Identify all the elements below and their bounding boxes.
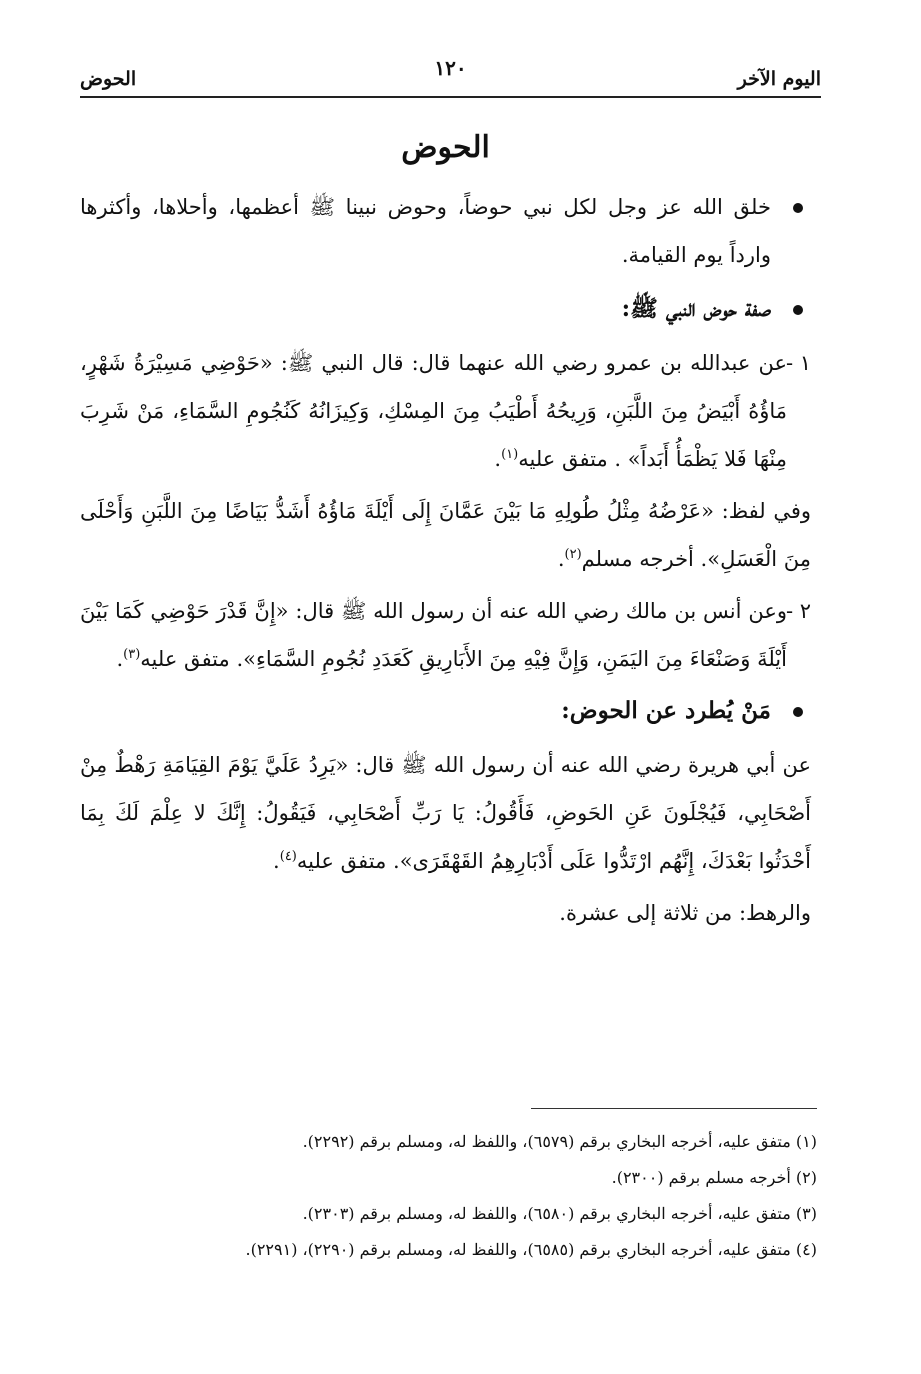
- hadith-item: ٢ - وعن أنس بن مالك رضي الله عنه أن رسول الله ﷺ قال: «إِنَّ قَدْرَ حَوْضِي كَمَا بَيْنَ أَيْلَةَ وَصَنْعَاءَ مِنَ اليَمَنِ، وَإِنَّ فِيْهِ مِنَ الأَبَارِيقِ كَعَدَدِ نُجُومِ السَّمَاءِ». متفق عليه$^{(٣)}$.: [80, 587, 811, 683]
- hadith-variant: وفي لفظ: «عَرْضُهُ مِثْلُ طُولِهِ مَا بَيْنَ عَمَّانَ إِلَى أَيْلَةَ مَاؤُهُ أَشَدُّ بَيَاضًا مِنَ اللَّبَنِ وَأَحْلَى مِنَ الْعَسَلِ». أخرجه مسلم$^{(٢)}$.: [80, 499, 811, 571]
- footnote-ref[interactable]: (٢): [564, 547, 582, 562]
- footnote-ref[interactable]: (١): [501, 447, 519, 462]
- footnote-rule: [531, 1108, 817, 1109]
- running-head-chapter: الحوض: [80, 68, 137, 90]
- item-number: ١ -: [785, 351, 811, 375]
- hadith-text: وعن أنس بن مالك رضي الله عنه أن رسول الله ﷺ قال: «إِنَّ قَدْرَ حَوْضِي كَمَا بَيْنَ أَيْلَةَ وَصَنْعَاءَ مِنَ اليَمَنِ، وَإِنَّ فِيْهِ مِنَ الأَبَارِيقِ كَعَدَدِ نُجُومِ السَّمَاءِ». متفق عليه: [80, 599, 787, 671]
- header-rule: [80, 96, 821, 98]
- page-title: الحوض: [401, 130, 490, 165]
- bullet-icon: [793, 707, 803, 717]
- page-number: ١٢٠: [434, 56, 467, 80]
- bullet-icon: [793, 203, 803, 213]
- footnote: (٢) أخرجه مسلم برقم (٢٣٠٠).: [611, 1168, 817, 1187]
- hadith-paragraph: عن أبي هريرة رضي الله عنه أن رسول الله ﷺ قال: «يَرِدُ عَلَيَّ يَوْمَ القِيَامَةِ رَهْطٌ مِنْ أَصْحَابِي، فَيُجْلَونَ عَنِ الحَوضِ، فَأَقُولُ: يَا رَبِّ أَصْحَابِي، فَيَقُولُ: إِنَّكَ لا عِلْمَ لَكَ بِمَا أَحْدَثُوا بَعْدَكَ، إِنَّهُم ارْتَدُّوا عَلَى أَدْبَارِهِمُ القَهْقَرَى». متفق عليه$^{(٤)}$.: [80, 753, 811, 873]
- footnote-ref[interactable]: (٤): [279, 849, 297, 864]
- page-body: [80, 130, 811, 941]
- page-header: [80, 56, 821, 96]
- footnote: (٣) متفق عليه، أخرجه البخاري برقم (٦٥٨٠)، واللفظ له، ومسلم برقم (٢٣٠٣).: [302, 1204, 817, 1223]
- section-heading-description: [80, 285, 811, 333]
- hadith-text: عن أبي هريرة رضي الله عنه أن رسول الله ﷺ قال: «يَرِدُ عَلَيَّ يَوْمَ القِيَامَةِ رَهْطٌ مِنْ أَصْحَابِي، فَيُجْلَونَ عَنِ الحَوضِ، فَأَقُولُ: يَا رَبِّ أَصْحَابِي، فَيَقُولُ: إِنَّكَ لا عِلْمَ لَكَ بِمَا أَحْدَثُوا بَعْدَكَ، إِنَّهُم ارْتَدُّوا عَلَى أَدْبَارِهِمُ القَهْقَرَى». متفق عليه: [80, 753, 811, 873]
- section-heading-text: مَنْ يُطرد عن الحوض:: [561, 697, 771, 724]
- hadith-item: ١ - عن عبدالله بن عمرو رضي الله عنهما قال: قال النبي ﷺ: «حَوْضِي مَسِيْرَةُ شَهْرٍ، مَاؤُهُ أَبْيَضُ مِنَ اللَّبَنِ، وَرِيحُهُ أَطْيَبُ مِنَ المِسْكِ، وَكِيزَانُهُ كَنُجُومِ السَّمَاءِ، مَنْ شَرِبَ مِنْهَا فَلا يَظْمَأُ أَبَداً» . متفق عليه$^{(١)}$.: [80, 339, 811, 483]
- section-heading-text: صفة حوض النبي ﷺ:: [621, 295, 771, 322]
- item-number: ٢ -: [785, 599, 811, 623]
- hadith-text: وفي لفظ: «عَرْضُهُ مِثْلُ طُولِهِ مَا بَيْنَ عَمَّانَ إِلَى أَيْلَةَ مَاؤُهُ أَشَدُّ بَيَاضًا مِنَ اللَّبَنِ وَأَحْلَى مِنَ الْعَسَلِ». أخرجه مسلم: [80, 499, 811, 571]
- footnote-ref[interactable]: (٣): [123, 647, 141, 662]
- running-head-book: اليوم الآخر: [737, 68, 821, 90]
- section-heading-expelled: [80, 687, 811, 735]
- footnotes: [80, 1124, 817, 1268]
- definition-note: والرهط: من ثلاثة إلى عشرة.: [559, 901, 811, 925]
- footnote: (٤) متفق عليه، أخرجه البخاري برقم (٦٥٨٥)، واللفظ له، ومسلم برقم (٢٢٩٠)، (٢٢٩١).: [245, 1240, 817, 1259]
- hadith-text: عن عبدالله بن عمرو رضي الله عنهما قال: قال النبي ﷺ: «حَوْضِي مَسِيْرَةُ شَهْرٍ، مَاؤُهُ أَبْيَضُ مِنَ اللَّبَنِ، وَرِيحُهُ أَطْيَبُ مِنَ المِسْكِ، وَكِيزَانُهُ كَنُجُومِ السَّمَاءِ، مَنْ شَرِبَ مِنْهَا فَلا يَظْمَأُ أَبَداً» . متفق عليه: [80, 351, 787, 471]
- bullet-icon: [793, 305, 803, 315]
- intro-text: خلق الله عز وجل لكل نبي حوضاً، وحوض نبينا ﷺ أعظمها، وأحلاها، وأكثرها وارداً يوم القيامة.: [80, 195, 771, 267]
- intro-paragraph: [80, 183, 811, 279]
- footnote: (١) متفق عليه، أخرجه البخاري برقم (٦٥٧٩)، واللفظ له، ومسلم برقم (٢٢٩٢).: [302, 1132, 817, 1151]
